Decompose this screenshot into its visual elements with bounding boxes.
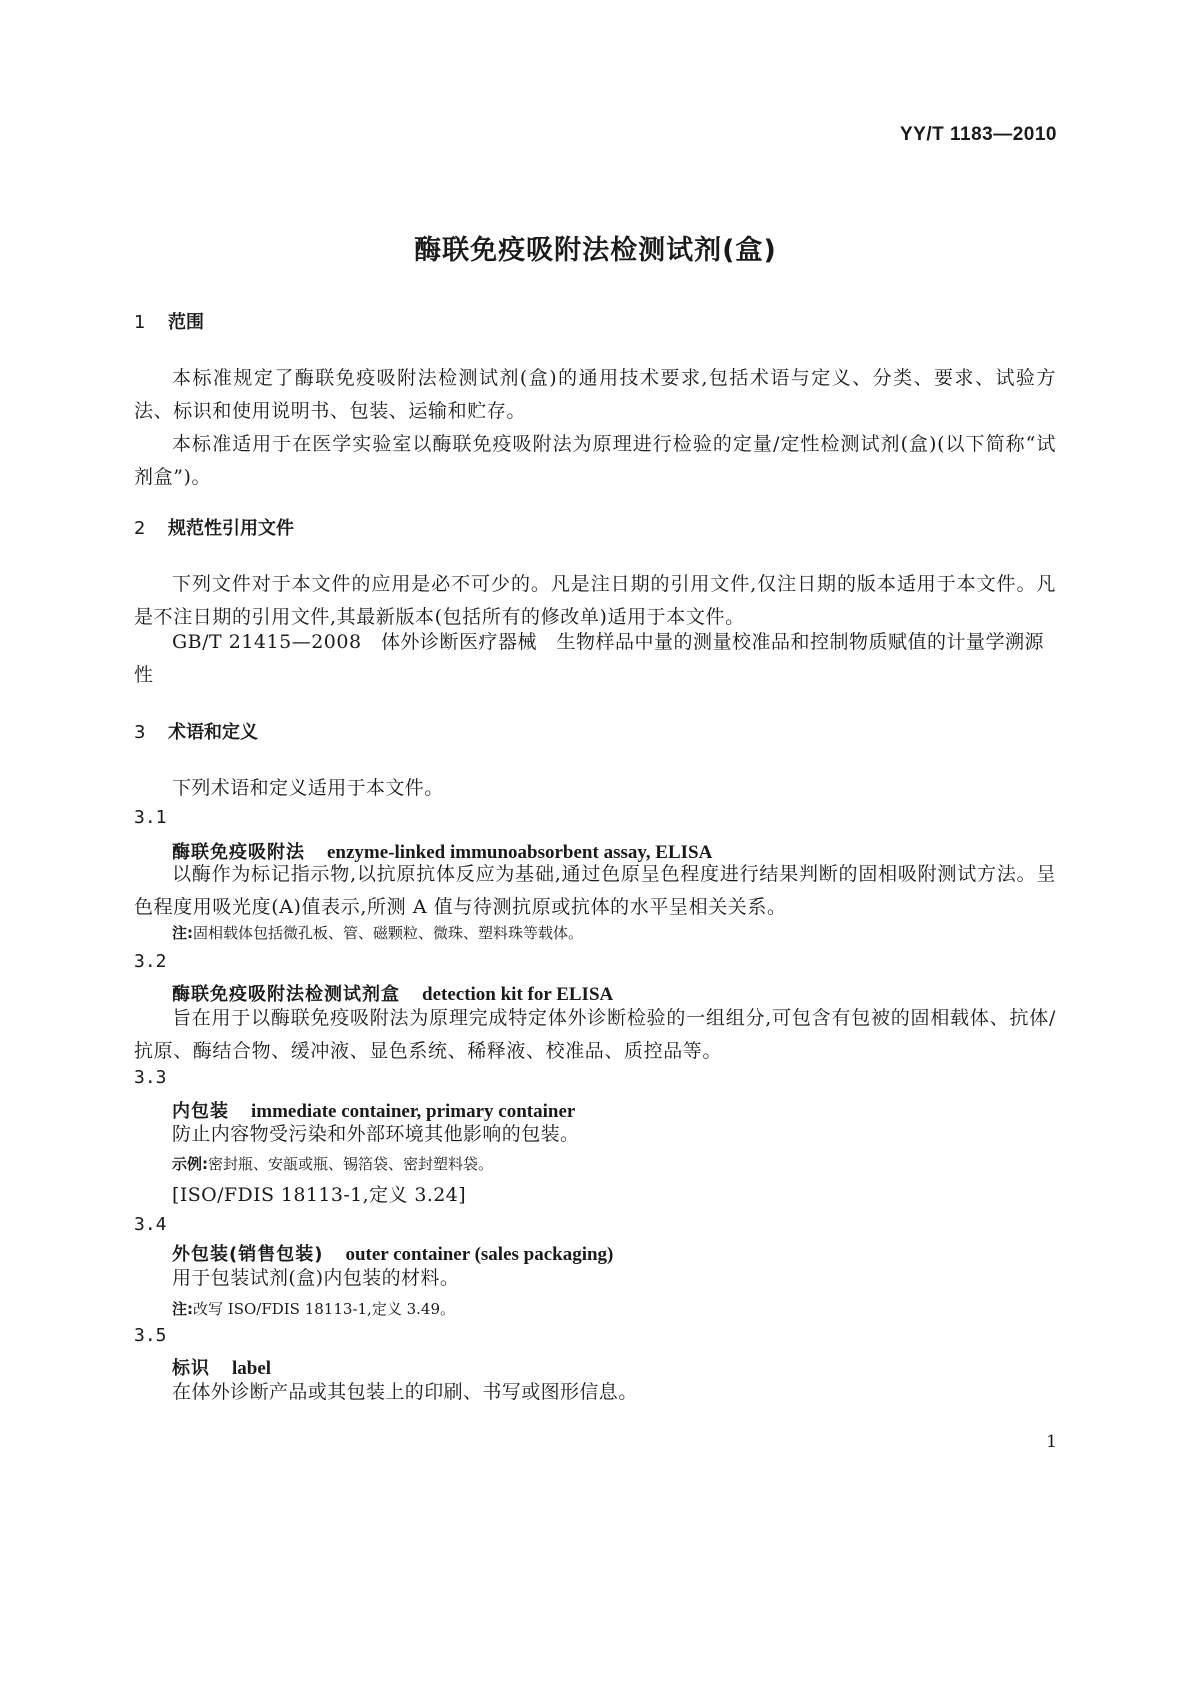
example-text: 密封瓶、安瓿或瓶、锡箔袋、密封塑料袋。 bbox=[208, 1155, 494, 1173]
section-1-paragraph-1: 本标准规定了酶联免疫吸附法检测试剂(盒)的通用技术要求,包括术语与定义、分类、要求、试验方法、标识和使用说明书、包装、运输和贮存。 bbox=[134, 367, 1056, 422]
term-chinese: 内包装 bbox=[172, 1101, 229, 1122]
clause-number: 3.1 bbox=[134, 807, 167, 828]
definition-3-2: 旨在用于以酶联免疫吸附法为原理完成特定体外诊断检验的一组组分,可包含有包被的固相载体、抗体/抗原、酶结合物、缓冲液、显色系统、稀释液、校准品、质控品等。 bbox=[134, 1007, 1056, 1062]
section-1-heading bbox=[134, 308, 204, 334]
term-english: outer container (sales packaging) bbox=[345, 1244, 614, 1265]
section-title: 范围 bbox=[168, 312, 204, 333]
term-english: detection kit for ELISA bbox=[422, 984, 614, 1005]
document-title: 酶联免疫吸附法检测试剂(盒) bbox=[414, 235, 777, 266]
note-3-4 bbox=[172, 1298, 455, 1319]
section-number: 2 bbox=[134, 518, 146, 539]
source-reference-3-3: [ISO/FDIS 18113-1,定义 3.24] bbox=[172, 1184, 467, 1206]
term-chinese: 外包装(销售包装) bbox=[172, 1244, 324, 1265]
note-text: 改写 ISO/FDIS 18113-1,定义 3.49。 bbox=[193, 1300, 455, 1318]
page-number: 1 bbox=[1046, 1432, 1057, 1452]
note-text: 固相载体包括微孔板、管、磁颗粒、微珠、塑料珠等载体。 bbox=[193, 924, 584, 942]
section-3-heading bbox=[134, 718, 258, 744]
note-label: 注: bbox=[172, 924, 193, 942]
example-3-3 bbox=[172, 1153, 493, 1174]
section-2-heading bbox=[134, 514, 294, 540]
normative-reference: GB/T 21415—2008 体外诊断医疗器械 生物样品中量的测量校准品和控制物质赋值的计量学溯源性 bbox=[134, 631, 1045, 686]
term-english: enzyme-linked immunoabsorbent assay, ELISA bbox=[327, 842, 713, 863]
note-3-1 bbox=[172, 922, 583, 943]
section-3-intro: 下列术语和定义适用于本文件。 bbox=[172, 777, 444, 799]
standard-code: YY/T 1183—2010 bbox=[900, 124, 1057, 145]
definition-3-4: 用于包装试剂(盒)内包装的材料。 bbox=[172, 1267, 460, 1289]
term-english: label bbox=[232, 1358, 272, 1379]
example-label: 示例: bbox=[172, 1155, 208, 1173]
definition-3-5: 在体外诊断产品或其包装上的印刷、书写或图形信息。 bbox=[172, 1381, 638, 1403]
note-label: 注: bbox=[172, 1300, 193, 1318]
clause-number: 3.5 bbox=[134, 1325, 167, 1346]
definition-3-3: 防止内容物受污染和外部环境其他影响的包装。 bbox=[172, 1123, 580, 1145]
section-2-paragraph-1: 下列文件对于本文件的应用是必不可少的。凡是注日期的引用文件,仅注日期的版本适用于本文件。凡是不注日期的引用文件,其最新版本(包括所有的修改单)适用于本文件。 bbox=[134, 573, 1056, 628]
definition-3-1: 以酶作为标记指示物,以抗原抗体反应为基础,通过色原呈色程度进行结果判断的固相吸附测试方法。呈色程度用吸光度(A)值表示,所测 A 值与待测抗原或抗体的水平呈相关关系。 bbox=[134, 863, 1056, 918]
term-english: immediate container, primary container bbox=[251, 1101, 576, 1122]
clause-number: 3.4 bbox=[134, 1214, 167, 1235]
clause-number: 3.2 bbox=[134, 951, 167, 972]
term-chinese: 标识 bbox=[172, 1358, 210, 1379]
section-number: 1 bbox=[134, 312, 146, 333]
term-chinese: 酶联免疫吸附法 bbox=[172, 842, 305, 863]
section-title: 规范性引用文件 bbox=[168, 518, 294, 539]
section-1-paragraph-2: 本标准适用于在医学实验室以酶联免疫吸附法为原理进行检验的定量/定性检测试剂(盒)(以下简称“试剂盒”)。 bbox=[134, 433, 1056, 488]
section-number: 3 bbox=[134, 722, 146, 743]
section-title: 术语和定义 bbox=[168, 722, 258, 743]
term-chinese: 酶联免疫吸附法检测试剂盒 bbox=[172, 984, 400, 1005]
clause-number: 3.3 bbox=[134, 1067, 167, 1088]
